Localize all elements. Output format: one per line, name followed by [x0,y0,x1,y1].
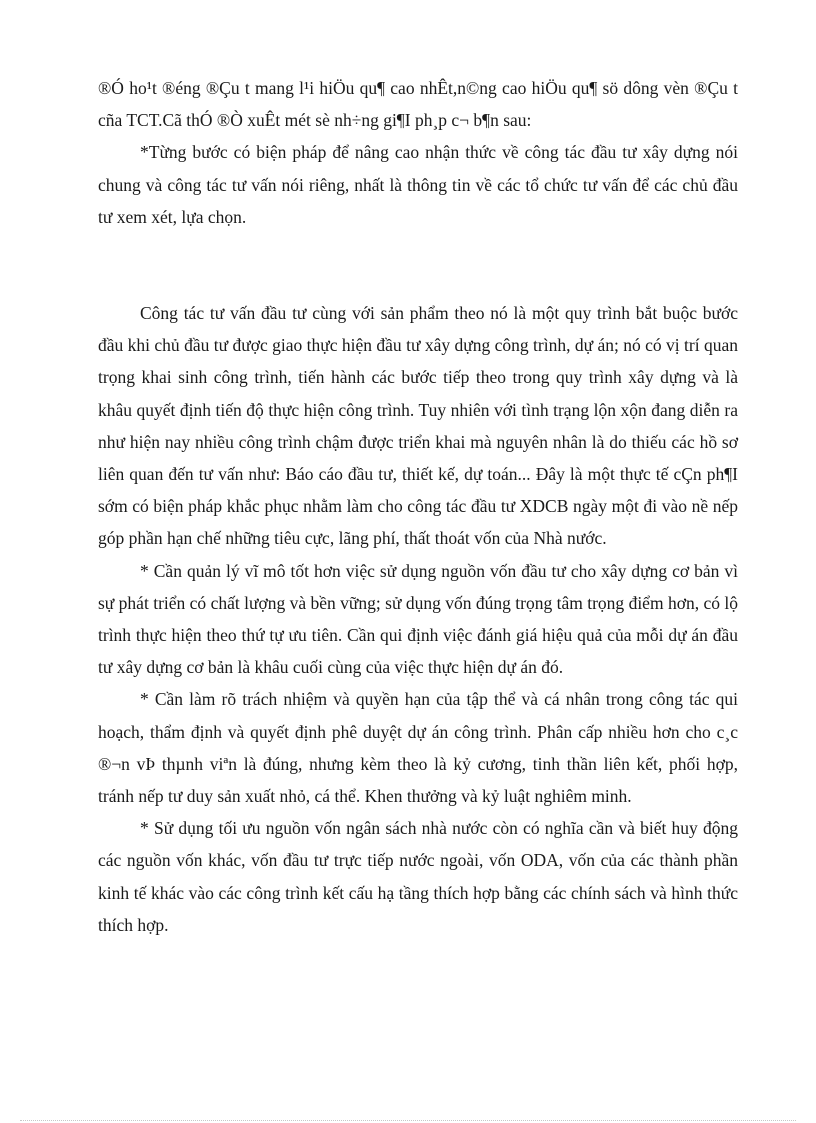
paragraph-gap [98,233,738,297]
paragraph-intro: ®Ó ho¹t ®éng ®Çu t mang l¹i hiÖu qu¶ cao nhÊt,n©ng cao hiÖu qu¶ sö dông vèn ®Çu t cña TCT.Cã thÓ ®Ò xuÊt mét sè nh÷ng gi¶I ph¸p c¬ b¶n sau: [98,78,738,131]
paragraph-macro-management: * Cần quản lý vĩ mô tốt hơn việc sử dụng nguồn vốn đầu tư cho xây dựng cơ bản vì sự phát triển có chất lượng và bền vững; sử dụng vốn đúng trọng tâm trọng điểm hơn, có lộ trình thực hiện theo thứ tự ưu tiên. Cần qui định việc đánh giá hiệu quả của mỗi dự án đầu tư xây dựng cơ bản là khâu cuối cùng của việc thực hiện dự án đó. [98,560,738,678]
paragraph-responsibility: * Cần làm rõ trách nhiệm và quyền hạn của tập thể và cá nhân trong công tác qui hoạch, thẩm định và quyết định phê duyệt dự án công trình. Phân cấp nhiều hơn cho c¸c ®¬n vÞ thµnh viªn là đúng, nhưng kèm theo là kỷ cương, tinh thần liên kết, phối hợp, tránh nếp tư duy sản xuất nhỏ, cá thể. Khen thưởng và kỷ luật nghiêm minh. [98,689,738,807]
paragraph-state-budget: * Sử dụng tối ưu nguồn vốn ngân sách nhà nước còn có nghĩa cần và biết huy động các nguồn vốn khác, vốn đầu tư trực tiếp nước ngoài, vốn ODA, vốn của các thành phần kinh tế khác vào các công trình kết cấu hạ tầng thích hợp bằng các chính sách và hình thức thích hợp. [98,818,738,935]
document-page [98,72,738,941]
paragraph-consulting: Công tác tư vấn đầu tư cùng với sản phẩm theo nó là một quy trình bắt buộc bước đầu khi chủ đầu tư được giao thực hiện đầu tư xây dựng công trình, dự án; nó có vị trí quan trọng khai sinh công trình, tiến hành các bước tiếp theo trong quy trình xây dựng và là khâu quyết định tiến độ thực hiện công trình. Tuy nhiên với tình trạng lộn xộn đang diễn ra như hiện nay nhiều công trình chậm được triển khai mà nguyên nhân là do thiếu các hồ sơ liên quan đến tư vấn như: Báo cáo đầu tư, thiết kế, dự toán... Đây là một thực tế cÇn ph¶I sớm có biện pháp khắc phục nhằm làm cho công tác đầu tư XDCB ngày một đi vào nề nếp góp phần hạn chế những tiêu cực, lãng phí, thất thoát vốn của Nhà nước. [98,303,738,549]
page-bottom-divider [20,1120,796,1121]
paragraph-awareness: *Từng bước có biện pháp để nâng cao nhận thức về công tác đầu tư xây dựng nói chung và công tác tư vấn nói riêng, nhất là thông tin về các tổ chức tư vấn để các chủ đầu tư xem xét, lựa chọn. [98,142,738,227]
